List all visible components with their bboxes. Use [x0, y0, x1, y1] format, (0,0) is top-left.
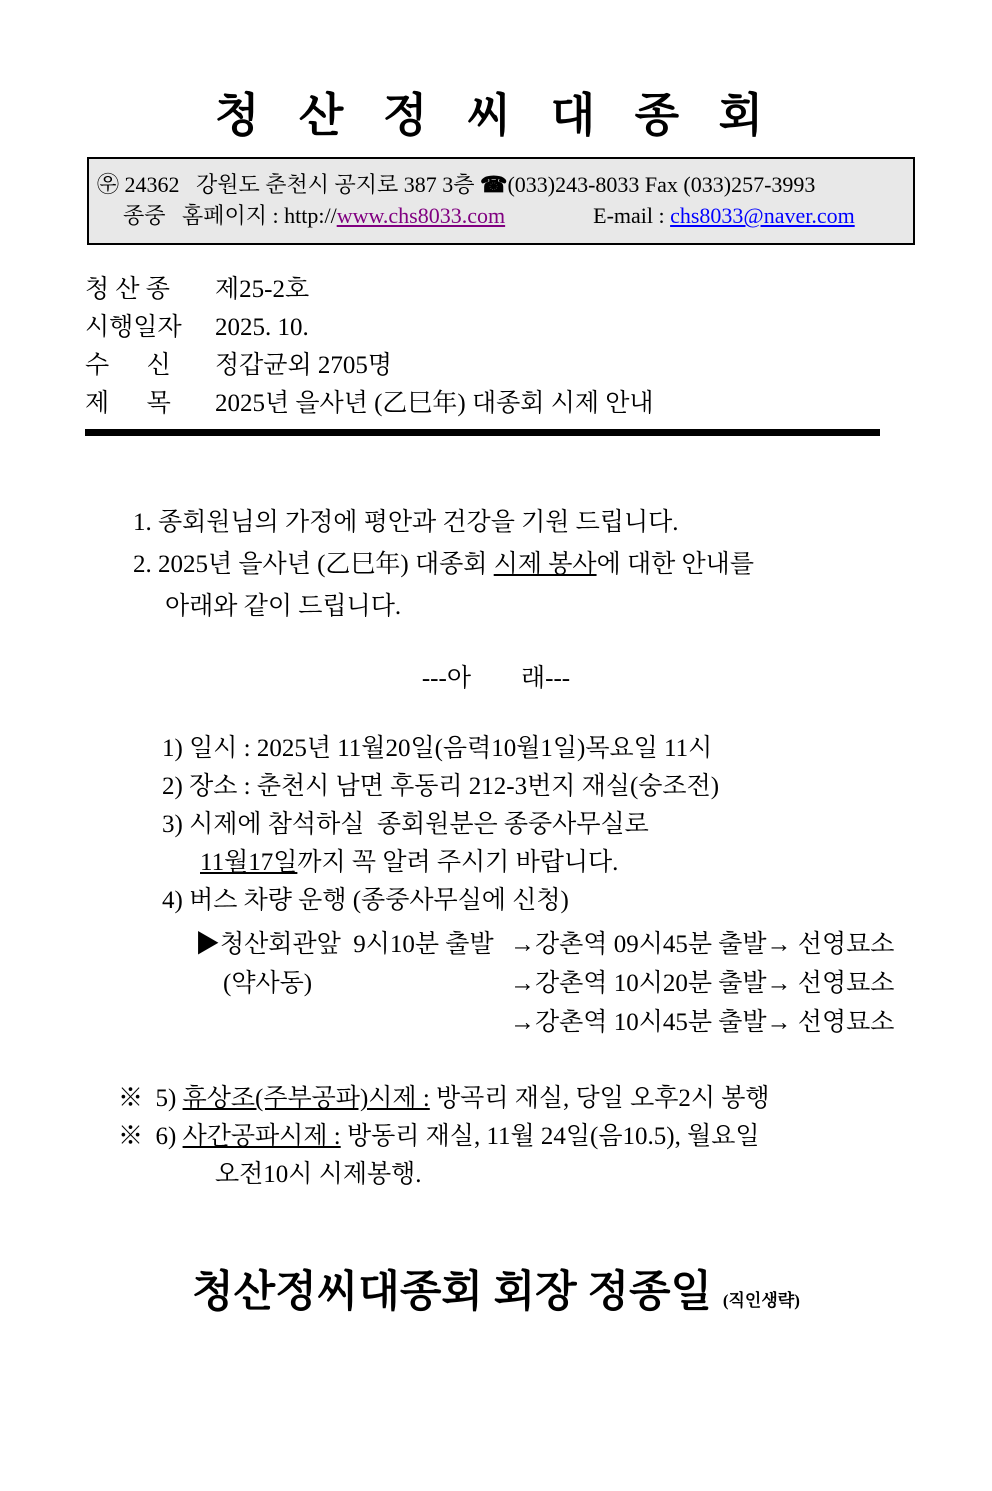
signature-text: 청산정씨대종회 회장 정종일 [192, 1269, 723, 1317]
header-divider-rule [85, 429, 880, 436]
bus-route-3: →강촌역 10시45분 출발→ 선영묘소 [510, 1009, 895, 1037]
phone-icon: ☎ [480, 172, 508, 198]
note-6 [118, 1118, 992, 1156]
meta-row-subject [85, 385, 992, 423]
bus-schedule-row-2 [195, 964, 992, 1003]
meta-label: 제 목 [85, 390, 171, 418]
meta-row-date [85, 309, 992, 347]
address-text: 24362 강원도 춘천시 공지로 387 3층 [119, 172, 481, 198]
note-5-marker: ※ 5) [118, 1085, 183, 1113]
body-paragraph-1: 1. 종회원님의 가정에 평안과 건강을 기원 드립니다. [133, 509, 679, 537]
bus-schedule-row-3 [195, 1003, 992, 1042]
phone-fax-text: (033)243-8033 Fax (033)257-3993 [507, 172, 816, 198]
body-paragraph-2-suffix: 에 대한 안내를 [596, 551, 754, 579]
bus-route-1: →강촌역 09시45분 출발→ 선영묘소 [510, 931, 895, 959]
body-paragraph-2-underline: 시제 봉사 [493, 551, 597, 579]
seal-omitted-note: (직인생략) [722, 1291, 800, 1311]
bus-departure-2: (약사동) [223, 970, 313, 998]
note-5 [118, 1080, 992, 1118]
body-paragraph-2-continuation: 아래와 같이 드립니다. [165, 593, 402, 621]
bus-departure-1: ▶청산회관앞 9시10분 출발 [195, 931, 500, 959]
meta-row-doc-number [85, 271, 992, 309]
body-paragraph-2 [133, 544, 992, 586]
contact-line-address [97, 169, 905, 200]
postal-mark-icon: ㉾ [97, 172, 120, 198]
meta-value: 정갑균외 2705명 [215, 352, 393, 380]
bus-route-2: →강촌역 10시20분 출발→ 선영묘소 [510, 970, 895, 998]
item-rsvp-deadline-underline: 11월17일 [200, 849, 298, 877]
meta-value: 2025. 10. [215, 314, 309, 342]
note-5-underline: 휴상조(주부공파)시제 : [182, 1085, 430, 1113]
item-rsvp-line2 [200, 844, 992, 882]
body-text [133, 502, 992, 628]
item-rsvp-line1: 3) 시제에 참석하실 종회원분은 종중사무실로 [162, 811, 649, 839]
homepage-label: 종중 홈페이지 : http:// [123, 203, 337, 229]
page-title: 청 산 정 씨 대 종 회 [214, 90, 778, 141]
note-6-marker: ※ 6) [118, 1123, 183, 1151]
meta-label: 청 산 종 [85, 276, 170, 304]
item-location: 2) 장소 : 춘천시 남면 후동리 212-3번지 재실(숭조전) [162, 773, 720, 801]
email-label: E-mail : [593, 203, 671, 229]
item-datetime: 1) 일시 : 2025년 11월20일(음력10월1일)목요일 11시 [162, 735, 713, 763]
item-bus-service: 4) 버스 차량 운행 (종중사무실에 신청) [162, 887, 569, 915]
bus-departure-3 [195, 1003, 510, 1042]
bus-schedule [195, 925, 992, 1042]
contact-info-box [87, 157, 915, 245]
notice-items [162, 730, 992, 920]
item-rsvp-line2-text: 까지 꼭 알려 주시기 바랍니다. [297, 849, 619, 877]
meta-row-recipient [85, 347, 992, 385]
document-meta [85, 271, 992, 423]
body-paragraph-2-prefix: 2. 2025년 을사년 (乙巳年) 대종회 [133, 551, 494, 579]
homepage-link[interactable]: www.chs8033.com [336, 203, 506, 229]
meta-label: 수 신 [85, 352, 171, 380]
note-6-continuation: 오전10시 시제봉행. [215, 1161, 422, 1189]
meta-value: 제25-2호 [215, 276, 310, 304]
below-separator-text: ---아 래--- [421, 665, 571, 693]
email-link[interactable]: chs8033@naver.com [670, 203, 855, 229]
meta-value: 2025년 을사년 (乙巳年) 대종회 시제 안내 [215, 390, 654, 418]
note-5-text: 방곡리 재실, 당일 오후2시 봉행 [429, 1085, 770, 1113]
additional-notes [118, 1080, 992, 1194]
bus-schedule-row-1 [195, 925, 992, 964]
note-6-text: 방동리 재실, 11월 24일(음10.5), 월요일 [340, 1123, 760, 1151]
signature-line [0, 1258, 992, 1319]
meta-label: 시행일자 [85, 314, 182, 342]
contact-line-links [97, 200, 905, 231]
note-6-underline: 사간공파시제 : [182, 1123, 341, 1151]
